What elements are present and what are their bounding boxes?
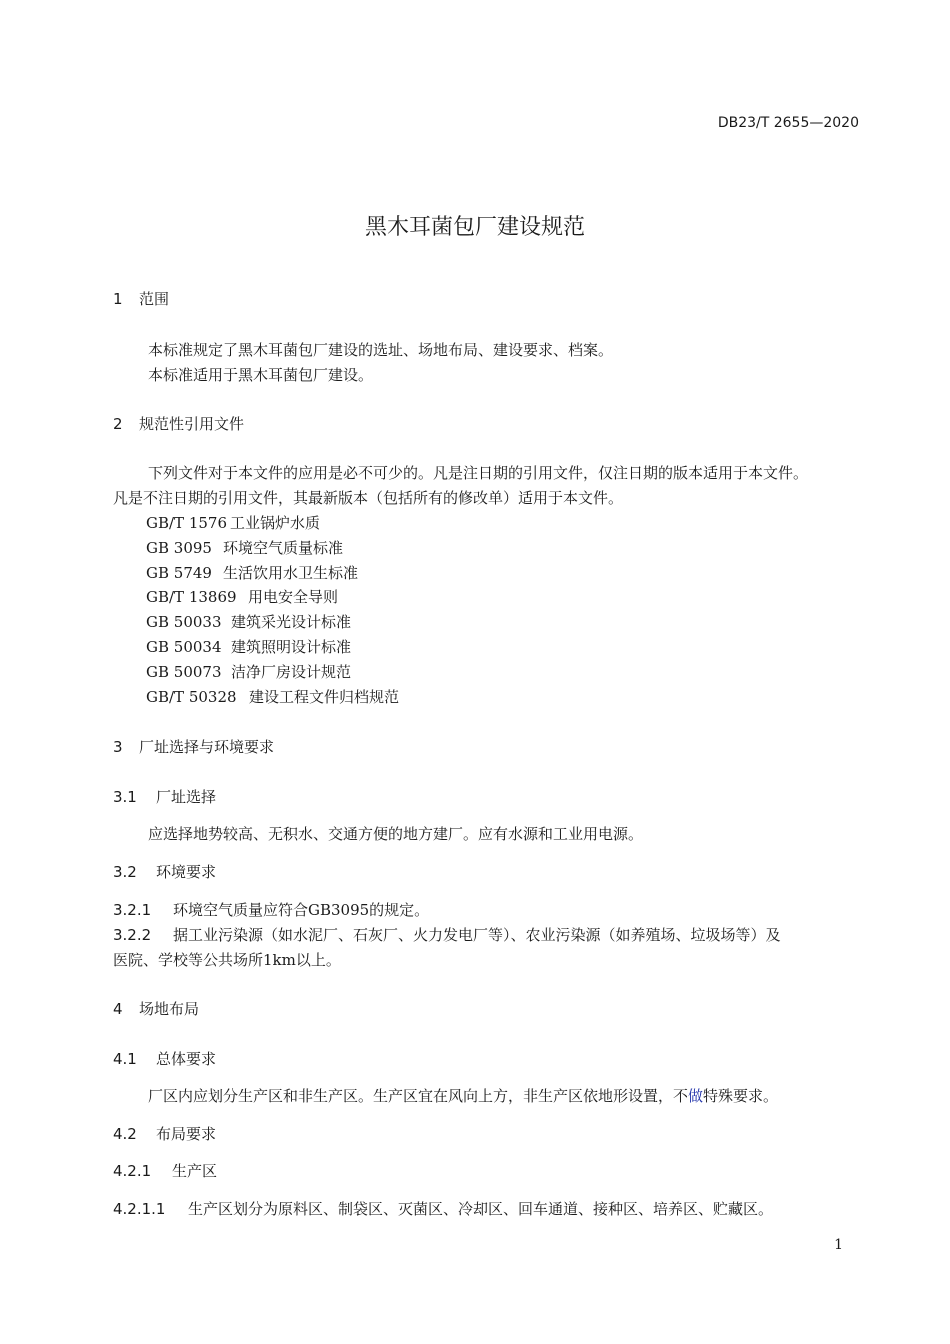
section-number: 4.1 (113, 1050, 137, 1068)
paragraph-continuation: 医院、学校等公共场所1km以上。 (113, 951, 341, 969)
section-number: 3 (113, 738, 123, 756)
section-title: 厂址选择 (156, 788, 217, 806)
paragraph (148, 1085, 778, 1106)
reference-item (146, 611, 351, 632)
paragraph: 本标准适用于黑木耳菌包厂建设。 (148, 366, 374, 384)
clause-text: 生产区划分为原料区、制袋区、灭菌区、冷却区、回车通道、接种区、培养区、贮藏区。 (188, 1200, 774, 1218)
clause-number: 3.2.2 (113, 926, 152, 944)
section-title: 布局要求 (156, 1125, 217, 1143)
section-title: 环境要求 (156, 863, 217, 881)
reference-item (146, 586, 338, 607)
clause-text: 环境空气质量应符合GB3095的规定。 (173, 901, 430, 919)
paragraph-continuation: 凡是不注日期的引用文件，其最新版本（包括所有的修改单）适用于本文件。 (113, 489, 624, 507)
section-3-heading (113, 736, 274, 757)
section-number: 3.1 (113, 788, 137, 806)
reference-item (146, 537, 343, 558)
document-title: 黑木耳菌包厂建设规范 (364, 215, 585, 240)
paragraph-text: 厂区内应划分生产区和非生产区。生产区宜在风向上方，非生产区依地形设置，不 (148, 1087, 689, 1105)
reference-item (146, 512, 320, 533)
section-2-heading (113, 413, 244, 434)
reference-name: 建筑照明设计标准 (231, 638, 352, 656)
subsection-heading (113, 1048, 216, 1069)
reference-name: 建筑采光设计标准 (231, 613, 352, 631)
reference-name: 用电安全导则 (248, 588, 339, 606)
section-4-heading (113, 998, 199, 1019)
clause-number: 4.2.1.1 (113, 1200, 166, 1218)
section-number: 1 (113, 290, 123, 308)
reference-item (146, 686, 399, 707)
reference-code: GB 50033 (146, 613, 222, 631)
reference-code: GB 50034 (146, 638, 222, 656)
section-title: 规范性引用文件 (139, 415, 245, 433)
reference-name: 环境空气质量标准 (223, 539, 344, 557)
reference-item (146, 636, 351, 657)
clause-item (113, 924, 781, 945)
section-title: 厂址选择与环境要求 (139, 738, 275, 756)
clause-item (113, 899, 429, 920)
reference-item (146, 562, 358, 583)
clause-item (113, 1198, 773, 1219)
reference-code: GB/T 13869 (146, 588, 237, 606)
reference-name: 建设工程文件归档规范 (249, 688, 400, 706)
section-title: 场地布局 (139, 1000, 200, 1018)
section-number: 4.2.1 (113, 1162, 152, 1180)
reference-code: GB 50073 (146, 663, 222, 681)
reference-code: GB/T 50328 (146, 688, 237, 706)
reference-name: 生活饮用水卫生标准 (223, 564, 359, 582)
reference-code: GB 3095 (146, 539, 212, 557)
section-title: 范围 (139, 290, 170, 308)
subsection-heading (113, 786, 216, 807)
paragraph: 下列文件对于本文件的应用是必不可少的。凡是注日期的引用文件，仅注日期的版本适用于本文件。 (148, 464, 809, 482)
section-1-heading (113, 288, 169, 309)
section-number: 4.2 (113, 1125, 137, 1143)
section-title: 总体要求 (156, 1050, 217, 1068)
paragraph: 本标准规定了黑木耳菌包厂建设的选址、场地布局、建设要求、档案。 (148, 341, 614, 359)
section-number: 3.2 (113, 863, 137, 881)
reference-name: 工业锅炉水质 (230, 514, 321, 532)
reference-code: GB/T 1576 (146, 514, 228, 532)
subsection-heading (113, 1123, 216, 1144)
reference-name: 洁净厂房设计规范 (231, 663, 352, 681)
document-number: DB23/T 2655—2020 (717, 115, 859, 131)
reference-item (146, 661, 351, 682)
clause-number: 3.2.1 (113, 901, 152, 919)
reference-code: GB 5749 (146, 564, 212, 582)
subsection-heading (113, 861, 216, 882)
clause-text: 据工业污染源（如水泥厂、石灰厂、火力发电厂等）、农业污染源（如养殖场、垃圾场等）及 (173, 926, 781, 944)
section-number: 4 (113, 1000, 123, 1018)
section-number: 2 (113, 415, 123, 433)
subsubsection-heading (113, 1160, 217, 1181)
section-title: 生产区 (172, 1162, 218, 1180)
page-number: 1 (834, 1237, 843, 1253)
paragraph: 应选择地势较高、无积水、交通方便的地方建厂。应有水源和工业用电源。 (148, 825, 644, 843)
inline-link[interactable]: 做 (688, 1087, 704, 1105)
paragraph-text: 特殊要求。 (703, 1087, 779, 1105)
